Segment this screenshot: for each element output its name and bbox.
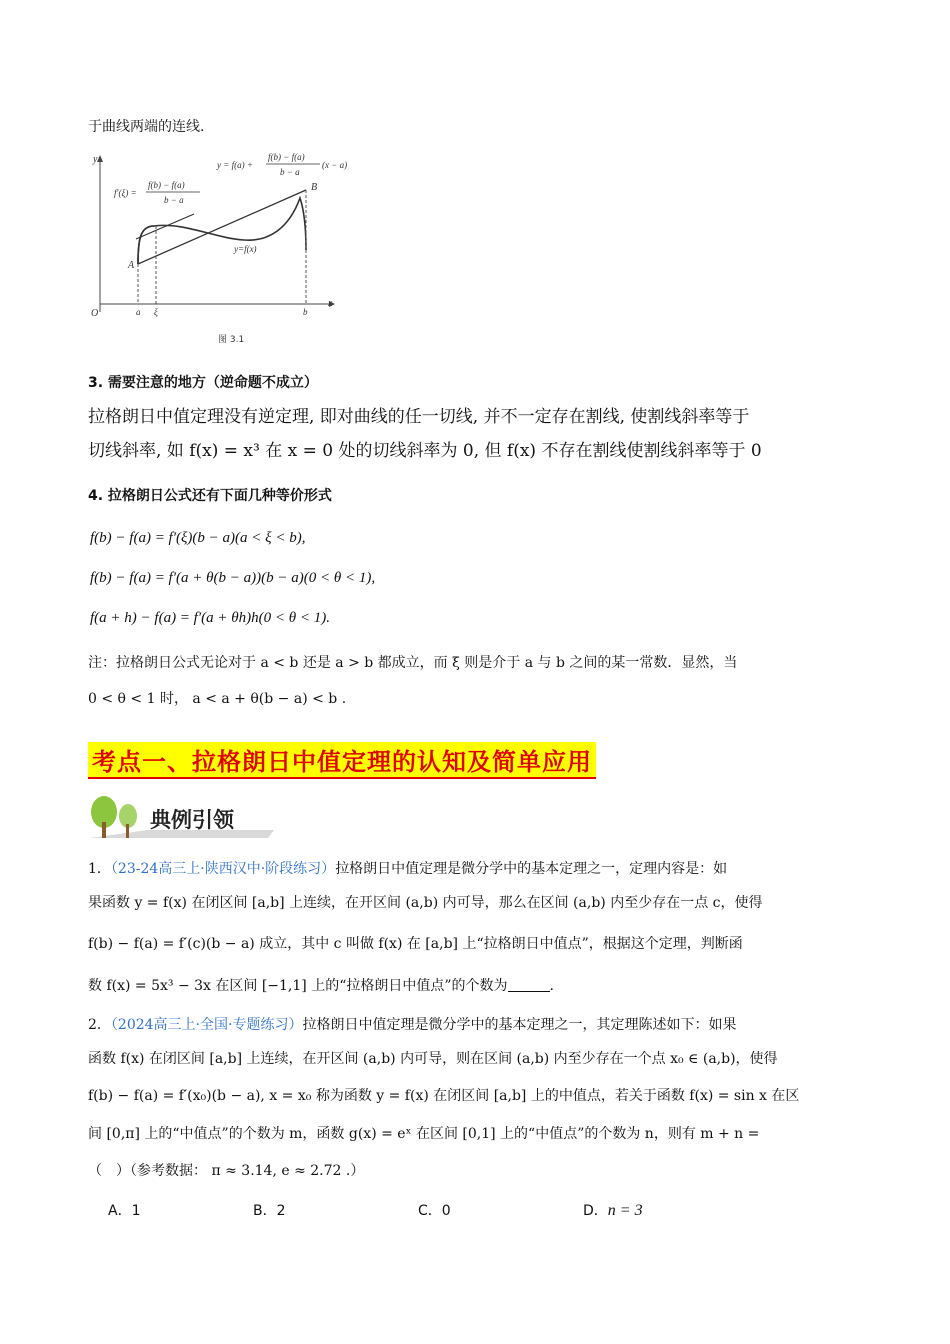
section3-p1: 拉格朗日中值定理没有逆定理, 即对曲线的任一切线, 并不一定存在割线, 使割线斜率等于 [88,407,750,427]
q1-line-3: f(b) − f(a) = f′(c)(b − a) 成立，其中 c 叫做 f(x) 在 [a,b] 上“拉格朗日中值点”，根据这个定理，判断函 [88,936,743,952]
q1-text-1: 拉格朗日中值定理是微分学中的基本定理之一，定理内容是：如 [335,861,728,877]
option-d-label: D． [583,1203,608,1219]
option-d[interactable] [583,1200,643,1220]
tick-xi: ξ [154,307,158,317]
formula-1: f(b) − f(a) = f′(ξ)(b − a)(a < ξ < b), [90,530,306,546]
q1-line-1 [88,858,727,878]
tick-b: b [303,307,308,317]
eq-top-lhs: y = f(a) + [217,160,253,170]
intro-line: 于曲线两端的连线. [88,119,205,135]
eq-top-den: b − a [280,167,300,177]
q1-source: （23-24高三上·陕西汉中·阶段练习） [110,861,336,877]
option-b[interactable]: B．2 [253,1203,286,1219]
q1-line-4: 数 f(x) = 5x³ − 3x 在区间 [−1,1] 上的“拉格朗日中值点”的个数为 . [88,978,554,994]
q2-number: 2． [88,1017,111,1033]
q2-text-1: 拉格朗日中值定理是微分学中的基本定理之一，其定理陈述如下：如果 [302,1017,737,1033]
section3-p2: 切线斜率, 如 f(x) = x³ 在 x = 0 处的切线斜率为 0, 但 f(x) 不存在割线使割线斜率等于 0 [88,441,762,461]
label-y: y [93,154,98,165]
q1-text-4: 数 f(x) = 5x³ − 3x 在区间 [−1,1] 上的“拉格朗日中值点”的个数为 [88,978,508,994]
banner-label: 典例引领 [150,808,234,832]
option-c[interactable]: C．0 [418,1203,451,1219]
function-curve [138,198,306,264]
q1-line-2: 果函数 y = f(x) 在闭区间 [a,b] 上连续，在开区间 (a,b) 内可导，那么在区间 (a,b) 内至少存在一点 c，使得 [88,895,763,911]
note-line-1: 注：拉格朗日公式无论对于 a < b 还是 a > b 都成立，而 ξ 则是介于 a 与 b 之间的某一常数．显然，当 [88,655,738,671]
tangent-line [136,214,194,239]
answer-blank[interactable] [508,990,550,992]
eq-top-num: f(b) − f(a) [268,152,305,162]
q2-line-4: 间 [0,π] 上的“中值点”的个数为 m，函数 g(x) = eˣ 在区间 [0,1] 上的“中值点”的个数为 n，则有 m + n = [88,1126,760,1142]
eq-top-rhs: (x − a) [322,160,348,170]
lagrange-figure [84,140,374,350]
y-axis-arrow [97,155,103,162]
label-point-B: B [311,182,318,193]
formula-3: f(a + h) − f(a) = f′(a + θh)h(0 < θ < 1). [90,610,330,626]
eq-left-den: b − a [164,195,184,205]
kaodian-title: 考点一、拉格朗日中值定理的认知及简单应用 [88,742,596,779]
q2-source: （2024高三上·全国·专题练习） [110,1017,303,1033]
eq-left-lhs: f′(ξ) = [114,188,137,198]
tick-a: a [136,307,141,317]
label-origin: O [91,308,99,319]
option-d-math: n = 3 [607,1202,643,1219]
note-line-2: 0 < θ < 1 时， a < a + θ(b − a) < b . [88,691,347,707]
figure-caption: 图 3.1 [218,335,245,345]
q2-line-1 [88,1014,736,1034]
label-point-A: A [128,260,135,271]
example-banner [88,792,278,842]
section3-heading: 3. 需要注意的地方（逆命题不成立） [88,375,318,391]
q1-number: 1． [88,861,111,877]
eq-left-num: f(b) − f(a) [148,180,185,190]
curve-label: y=f(x) [234,244,257,254]
label-x: x [328,298,333,309]
q2-line-2: 函数 f(x) 在闭区间 [a,b] 上连续，在开区间 (a,b) 内可导，则在区间 (a,b) 内至少存在一个点 x₀ ∈ (a,b)，使得 [88,1051,778,1067]
q2-line-5: （ ）（参考数据： π ≈ 3.14, e ≈ 2.72 .） [88,1163,365,1179]
section4-heading: 4. 拉格朗日公式还有下面几种等价形式 [88,488,332,504]
formula-2: f(b) − f(a) = f′(a + θ(b − a))(b − a)(0 < θ < 1), [90,570,376,586]
q2-line-3: f(b) − f(a) = f′(x₀)(b − a), x = x₀ 称为函数 y = f(x) 在闭区间 [a,b] 上的中值点，若关于函数 f(x) = sin x 在区 [88,1088,800,1104]
option-a[interactable]: A．1 [108,1203,141,1219]
